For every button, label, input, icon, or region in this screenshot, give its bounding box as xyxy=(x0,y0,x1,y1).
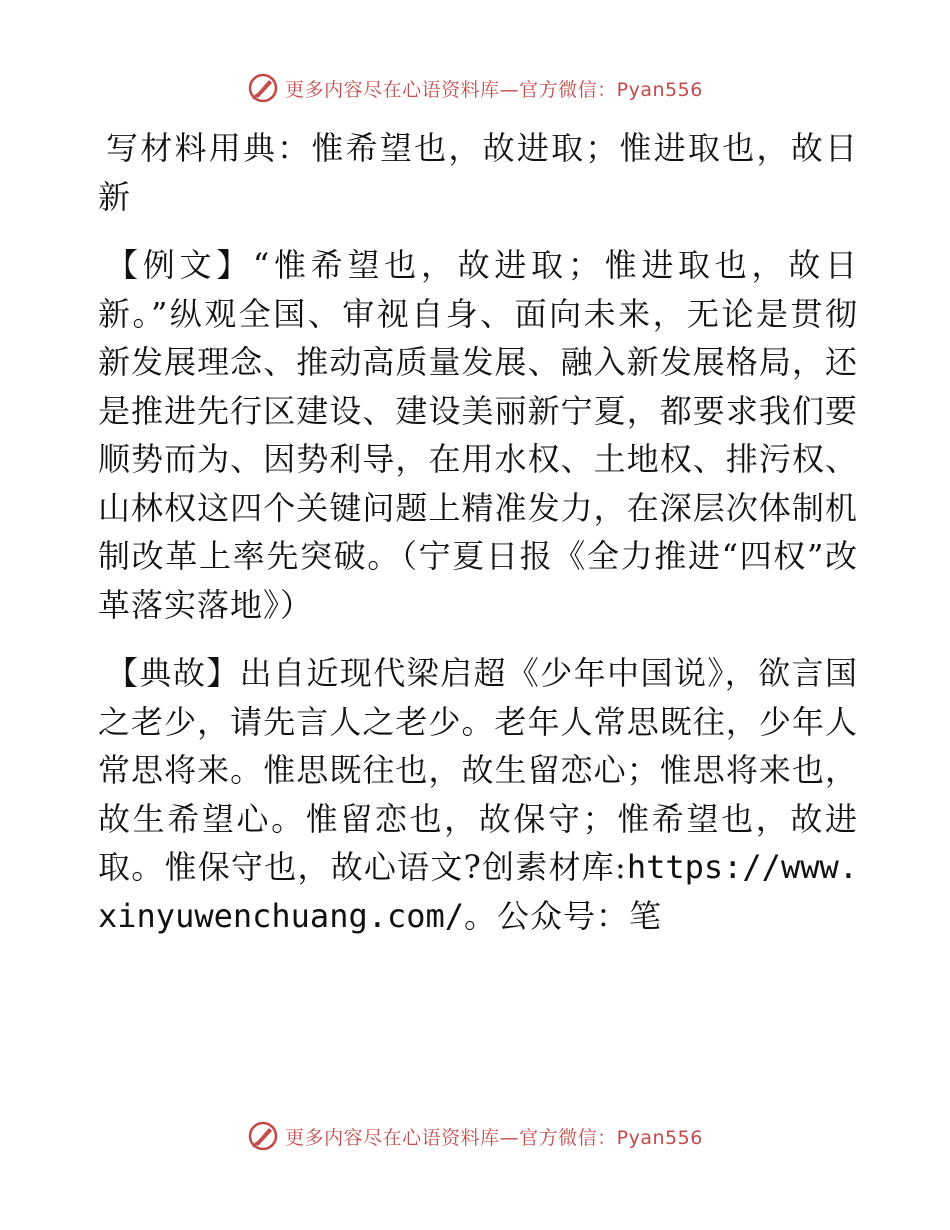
banner-handle: Pyan556 xyxy=(616,1126,703,1149)
allusion-paragraph xyxy=(98,649,858,940)
banner-text xyxy=(285,1123,703,1150)
document-title: 写材料用典：惟希望也，故进取；惟进取也，故日新 xyxy=(98,129,858,216)
banner-label: 更多内容尽在心语资料库—官方微信： xyxy=(285,78,617,101)
banner-handle: Pyan556 xyxy=(616,78,703,101)
quill-pen-logo-icon xyxy=(247,1120,279,1152)
example-paragraph: 【例文】“惟希望也，故进取；惟进取也，故日新。”纵观全国、审视自身、面向未来，无论是贯彻新发展理念、推动高质量发展、融入新发展格局，还是推进先行区建设、建设美丽新宁夏，都要求我们要顺势而为、因势利导，在用水权、土地权、排污权、山林权这四个关键问题上精准发力，在深层次体制机制改革上率先突破。（宁夏日报《全力推进“四权”改革落实落地》） xyxy=(98,246,858,624)
quill-pen-logo-icon xyxy=(247,72,279,104)
banner-label: 更多内容尽在心语资料库—官方微信： xyxy=(285,1126,617,1149)
allusion-text: 【典故】出自近现代梁启超《少年中国说》，欲言国之老少，请先言人之老少。老年人常思既往，少年人常思将来。惟思既往也，故生留恋心；惟思将来也，故生希望心。惟留恋也，故保守；惟希望也，故进取。惟保守也，故心语文?创素材库: xyxy=(98,654,858,886)
document-body xyxy=(98,124,858,940)
allusion-tail: 。公众号：笔 xyxy=(464,896,663,935)
header-banner xyxy=(0,72,950,104)
banner-text xyxy=(285,75,703,102)
footer-banner xyxy=(0,1120,950,1152)
source-url-link[interactable]: https://www.xinyuwenchuang.com/ xyxy=(98,848,858,935)
